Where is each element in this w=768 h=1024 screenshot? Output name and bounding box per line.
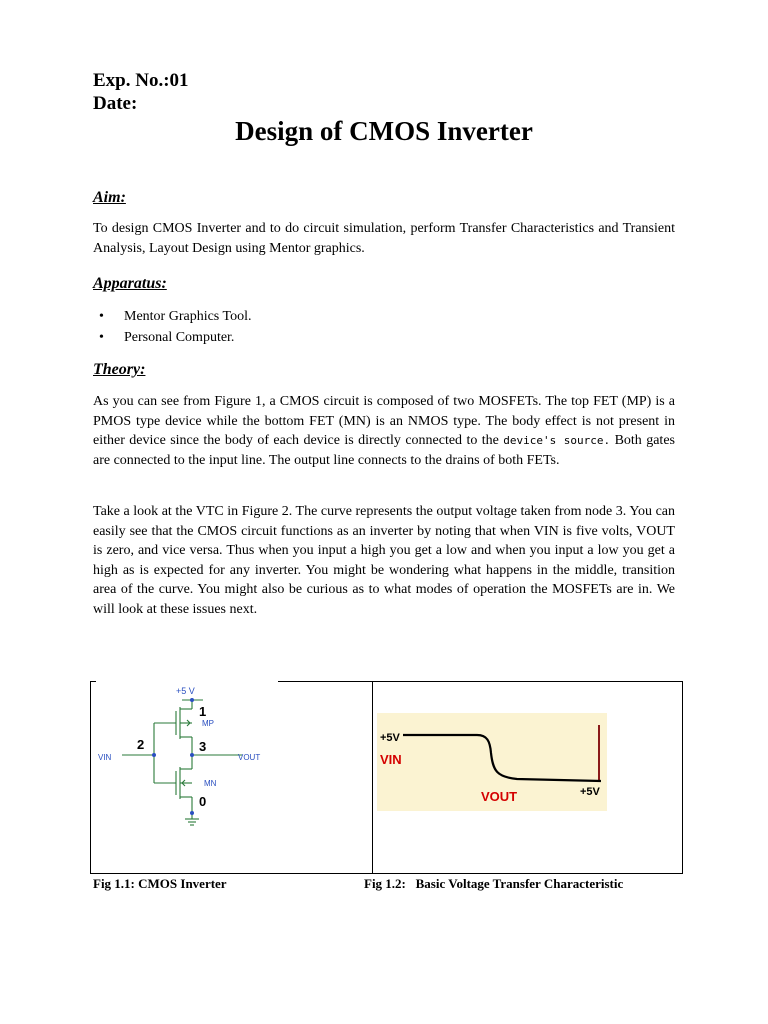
node-3-label: 3	[199, 739, 207, 754]
monospace-text: device's source.	[503, 434, 611, 447]
node-1-label: 1	[199, 704, 207, 719]
list-item: • Personal Computer.	[93, 327, 251, 348]
theory-paragraph-1	[93, 392, 675, 470]
y-axis-label: VIN	[380, 752, 402, 767]
node-dot	[190, 753, 194, 757]
node-dot	[190, 811, 194, 815]
vout-label: VOUT	[238, 753, 261, 762]
node-dot	[190, 698, 194, 702]
node-2-label: 2	[137, 737, 145, 752]
vin-label: VIN	[98, 753, 112, 762]
node-dot	[152, 753, 156, 757]
list-item: • Mentor Graphics Tool.	[93, 306, 251, 327]
aim-text: To design CMOS Inverter and to do circuit simulation, perform Transfer Characteristics and Transient Analysis, Layout Design using Mentor graphics.	[93, 221, 675, 256]
supply-label: +5 V	[176, 686, 195, 696]
x-axis-label: VOUT	[481, 789, 518, 804]
y-top-label: +5V	[380, 732, 400, 744]
paragraph-text: Both gates are connected to the input line. The output line connects to the drains of both FETs.	[93, 433, 675, 468]
figure-1-caption: Fig 1.1: CMOS Inverter	[93, 876, 227, 891]
x-right-label: +5V	[580, 786, 600, 798]
aim-heading: Aim:	[93, 189, 126, 206]
experiment-number: Exp. No.:01	[93, 70, 189, 91]
figure-2-caption: Fig 1.2: Basic Voltage Transfer Characteristic	[364, 876, 624, 891]
vtc-plot	[377, 713, 607, 811]
theory-paragraph-2: Take a look at the VTC in Figure 2. The curve represents the output voltage taken from node 3. You can easily see that the CMOS circuit functions as an inverter by noting that when VIN is five volts, VOUT is zero, and vice versa. Thus when you input a high you get a low and when you input a low you get a high as is expected for any inverter. You might be wondering what happens in the middle, transition area of the curve. You might also be curious as to what modes of operation the MOSFETs are in. We will look at these issues next.	[93, 504, 675, 617]
mp-label: MP	[202, 719, 214, 728]
apparatus-heading: Apparatus:	[93, 275, 167, 292]
date-label: Date:	[93, 93, 138, 114]
page-title: Design of CMOS Inverter	[235, 116, 533, 146]
node-0-label: 0	[199, 794, 207, 809]
theory-heading: Theory:	[93, 361, 146, 378]
cmos-inverter-schematic	[92, 683, 370, 833]
mn-label: MN	[204, 779, 217, 788]
apparatus-list	[93, 306, 251, 348]
paragraph-text: As you can see from Figure 1, a CMOS circuit is composed of two MOSFETs. The top FET (MP) is a PMOS type device while the bottom FET (MN) is an NMOS type. The body effect is not present in either device since the body of each device is directly connected to the	[93, 394, 675, 448]
